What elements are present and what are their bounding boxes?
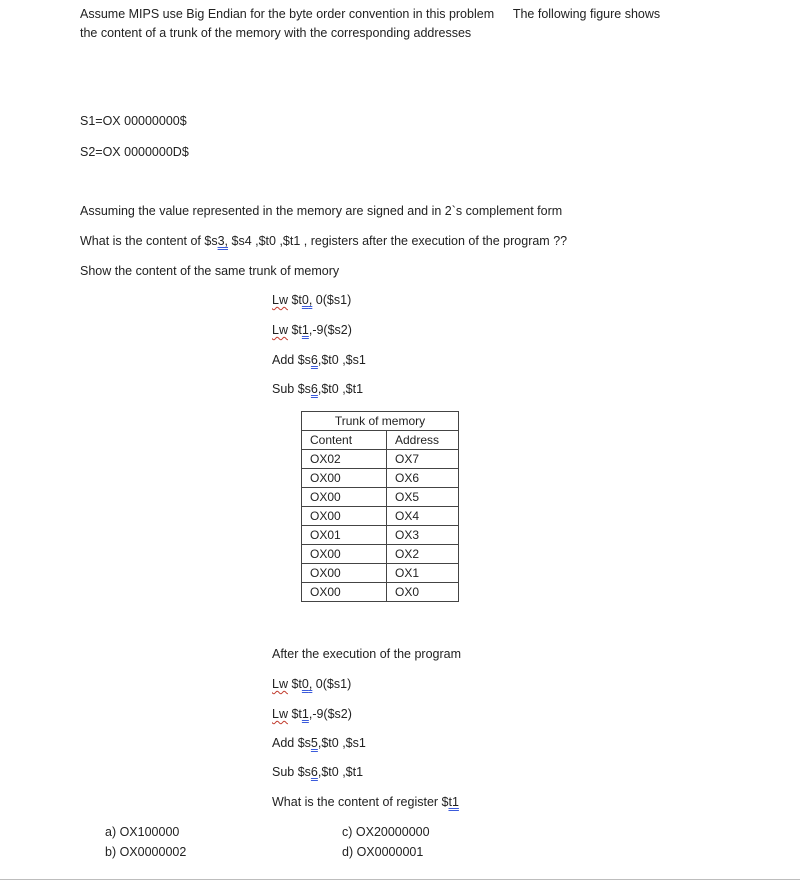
- program-line-1-reg: 0,: [301, 293, 313, 307]
- program-line-4-pre: Sub $s: [272, 382, 311, 396]
- memory-content-cell: OX00: [302, 564, 387, 583]
- question-text: [80, 233, 567, 249]
- question-text-start: What is the content of $s: [80, 234, 218, 248]
- after-line-4-pre: Sub $s: [272, 765, 311, 779]
- after-line-1-reg-text: 0: [301, 677, 309, 691]
- after-line-1: [272, 676, 351, 692]
- memory-table-header-row: [302, 431, 459, 450]
- after-line-1-rest: 0($s1): [312, 677, 352, 691]
- memory-address-cell: OX1: [387, 564, 459, 583]
- intro-line-1-text: Assume MIPS use Big Endian for the byte order convention in this problem: [80, 7, 495, 21]
- memory-address-cell: OX0: [387, 583, 459, 602]
- after-line-2: [272, 706, 352, 722]
- table-row: [302, 526, 459, 545]
- after-heading: After the execution of the program: [272, 647, 461, 661]
- register-s1: S1=OX 00000000$: [80, 114, 187, 128]
- table-row: [302, 564, 459, 583]
- memory-address-cell: OX3: [387, 526, 459, 545]
- assumption-text: Assuming the value represented in the memory are signed and in 2`s complement form: [80, 204, 563, 218]
- program-line-2-rest: ,-9($s2): [308, 323, 352, 337]
- memory-content-cell: OX01: [302, 526, 387, 545]
- program-line-3-rest: ,$t0 ,$s1: [317, 353, 366, 367]
- table-row: [302, 469, 459, 488]
- intro-line-1-tail: The following figure shows: [512, 7, 661, 21]
- question-reg-s3: 3,: [217, 234, 229, 248]
- after-line-2-rest: ,-9($s2): [308, 707, 352, 721]
- after-line-3-rest: ,$t0 ,$s1: [317, 736, 366, 750]
- program-line-1-rest: 0($s1): [312, 293, 352, 307]
- memory-address-cell: OX5: [387, 488, 459, 507]
- memory-content-cell: OX00: [302, 469, 387, 488]
- program-line-1: [272, 292, 351, 308]
- memory-table-caption-row: [302, 412, 459, 431]
- memory-address-cell: OX7: [387, 450, 459, 469]
- after-line-2-mid: $t: [287, 707, 302, 721]
- after-line-3: [272, 735, 366, 751]
- register-s2: S2=OX 0000000D$: [80, 145, 189, 159]
- program-line-3-pre: Add $s: [272, 353, 311, 367]
- after-line-3-reg: 5: [310, 736, 318, 750]
- after-line-1-reg: 0,: [301, 677, 313, 691]
- program-line-1-mid: $t: [287, 293, 302, 307]
- table-row: [302, 507, 459, 526]
- after-line-3-pre: Add $s: [272, 736, 311, 750]
- memory-address-cell: OX2: [387, 545, 459, 564]
- program-line-2-reg: 1: [301, 323, 309, 337]
- memory-content-cell: OX00: [302, 488, 387, 507]
- memory-table: [301, 411, 459, 602]
- program-line-2-mid: $t: [287, 323, 302, 337]
- intro-line-1: [80, 6, 660, 22]
- memory-header-address: Address: [387, 431, 459, 450]
- memory-content-cell: OX00: [302, 583, 387, 602]
- after-line-2-reg: 1: [301, 707, 309, 721]
- after-line-4-reg: 6: [310, 765, 318, 779]
- program-line-3-reg: 6: [310, 353, 318, 367]
- final-question-text: What is the content of register $: [272, 795, 449, 809]
- memory-table-caption: Trunk of memory: [302, 412, 459, 431]
- final-question-register: t1: [448, 795, 459, 809]
- after-line-4: [272, 764, 363, 780]
- table-row: [302, 545, 459, 564]
- program-line-4-rest: ,$t0 ,$t1: [317, 382, 364, 396]
- memory-address-cell: OX4: [387, 507, 459, 526]
- program-line-2: [272, 322, 352, 338]
- after-line-2-op: Lw: [272, 707, 288, 721]
- memory-content-cell: OX00: [302, 545, 387, 564]
- program-line-3: [272, 352, 366, 368]
- program-line-2-op: Lw: [272, 323, 288, 337]
- program-line-1-reg-text: 0: [301, 293, 309, 307]
- table-row: [302, 583, 459, 602]
- after-line-1-mid: $t: [287, 677, 302, 691]
- program-line-4-reg: 6: [310, 382, 318, 396]
- answer-a: a) OX100000: [105, 825, 180, 839]
- memory-header-content: Content: [302, 431, 387, 450]
- show-memory-text: Show the content of the same trunk of memory: [80, 264, 340, 278]
- answer-d: d) OX0000001: [342, 845, 424, 859]
- intro-line-2: the content of a trunk of the memory with the corresponding addresses: [80, 26, 472, 40]
- table-row: [302, 450, 459, 469]
- final-question: [272, 794, 459, 810]
- memory-content-cell: OX02: [302, 450, 387, 469]
- table-row: [302, 488, 459, 507]
- question-text-end: $s4 ,$t0 ,$t1 , registers after the execution of the program ??: [228, 234, 568, 248]
- memory-content-cell: OX00: [302, 507, 387, 526]
- after-line-1-op: Lw: [272, 677, 288, 691]
- memory-address-cell: OX6: [387, 469, 459, 488]
- question-reg-s3-text: 3: [217, 234, 225, 248]
- answer-c: c) OX20000000: [342, 825, 430, 839]
- page-bottom-divider: [0, 879, 800, 880]
- answer-b: b) OX0000002: [105, 845, 187, 859]
- program-line-1-op: Lw: [272, 293, 288, 307]
- program-line-4: [272, 381, 363, 397]
- after-line-4-rest: ,$t0 ,$t1: [317, 765, 364, 779]
